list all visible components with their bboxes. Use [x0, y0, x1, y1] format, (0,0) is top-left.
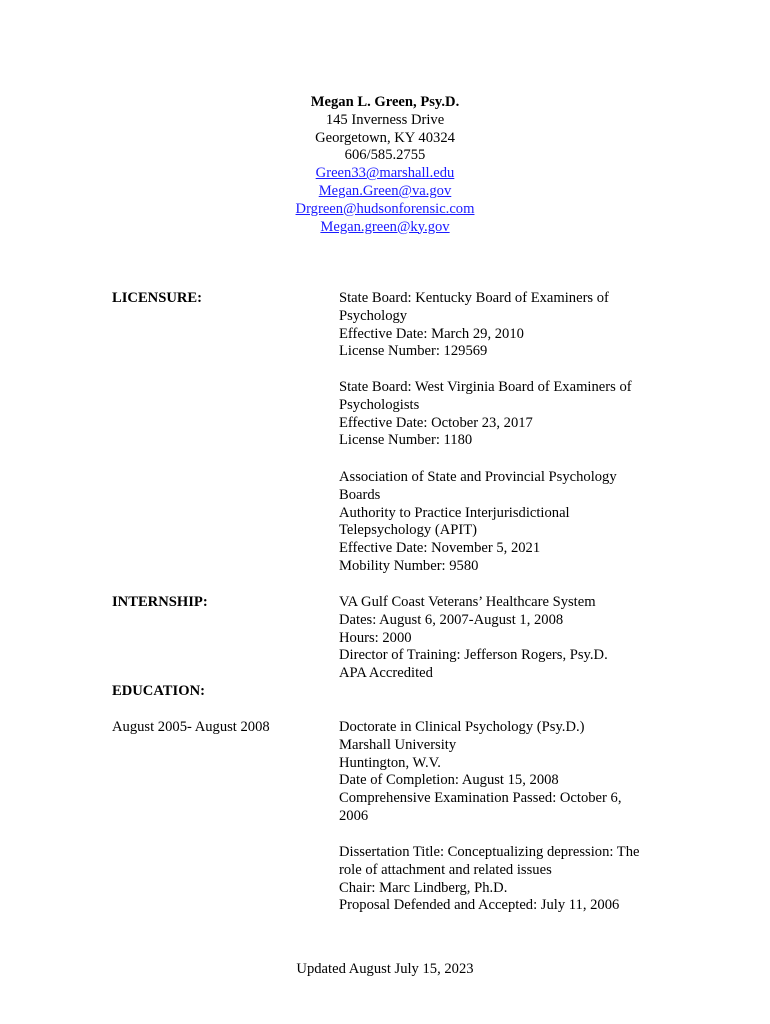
license-line: Telepsychology (APIT)	[339, 522, 477, 539]
internship-line: Hours: 2000	[339, 629, 412, 646]
education-dates: August 2005- August 2008	[112, 719, 270, 735]
license-line: Association of State and Provincial Psychology	[339, 469, 617, 485]
license-west-virginia	[339, 379, 669, 450]
email-link-va[interactable]: Megan.Green@va.gov	[318, 182, 452, 199]
license-line: Effective Date: November 5, 2021	[339, 540, 541, 557]
licensure-heading: LICENSURE:	[112, 290, 203, 306]
license-line: State Board: Kentucky Board of Examiners of	[339, 290, 609, 306]
license-line: Effective Date: October 23, 2017	[339, 414, 533, 431]
license-line: State Board: West Virginia Board of Examiners of	[339, 379, 632, 395]
dissertation-details	[339, 844, 669, 915]
license-kentucky	[339, 290, 669, 361]
license-line: Boards	[339, 486, 381, 503]
education-line: Huntington, W.V.	[339, 754, 441, 771]
email-link-hudson[interactable]: Drgreen@hudsonforensic.com	[295, 200, 475, 217]
contact-header	[0, 94, 770, 236]
dissertation-line: role of attachment and related issues	[339, 861, 552, 878]
dissertation-line: Chair: Marc Lindberg, Ph.D.	[339, 879, 508, 896]
updated-footer: Updated August July 15, 2023	[296, 961, 474, 977]
education-line: Doctorate in Clinical Psychology (Psy.D.)	[339, 719, 585, 735]
license-line: Psychology	[339, 307, 408, 324]
license-line: License Number: 1180	[339, 432, 473, 449]
dissertation-line: Proposal Defended and Accepted: July 11, 2006	[339, 897, 620, 914]
address-line-2: Georgetown, KY 40324	[315, 129, 455, 146]
person-name: Megan L. Green, Psy.D.	[310, 94, 460, 110]
phone-number: 606/585.2755	[344, 147, 426, 164]
license-asppb	[339, 469, 669, 576]
internship-line: Director of Training: Jefferson Rogers, Psy.D.	[339, 647, 608, 664]
internship-heading: INTERNSHIP:	[112, 594, 208, 610]
internship-line: VA Gulf Coast Veterans’ Healthcare System	[339, 594, 596, 610]
internship-details	[339, 594, 669, 683]
education-line: Date of Completion: August 15, 2008	[339, 772, 559, 789]
internship-line: APA Accredited	[339, 665, 433, 682]
address-line-1: 145 Inverness Drive	[325, 111, 445, 128]
education-line: Marshall University	[339, 736, 457, 753]
email-link-marshall[interactable]: Green33@marshall.edu	[315, 165, 455, 182]
education-degree	[339, 719, 669, 826]
email-link-ky[interactable]: Megan.green@ky.gov	[320, 218, 450, 235]
dissertation-line: Dissertation Title: Conceptualizing depression: The	[339, 844, 640, 860]
license-line: License Number: 129569	[339, 343, 488, 360]
license-line: Effective Date: March 29, 2010	[339, 325, 524, 342]
education-line: Comprehensive Examination Passed: October 6,	[339, 790, 622, 807]
internship-line: Dates: August 6, 2007-August 1, 2008	[339, 611, 564, 628]
license-line: Authority to Practice Interjurisdictional	[339, 504, 570, 521]
education-line: 2006	[339, 807, 369, 824]
license-line: Mobility Number: 9580	[339, 557, 479, 574]
license-line: Psychologists	[339, 396, 420, 413]
education-heading: EDUCATION:	[112, 683, 205, 699]
